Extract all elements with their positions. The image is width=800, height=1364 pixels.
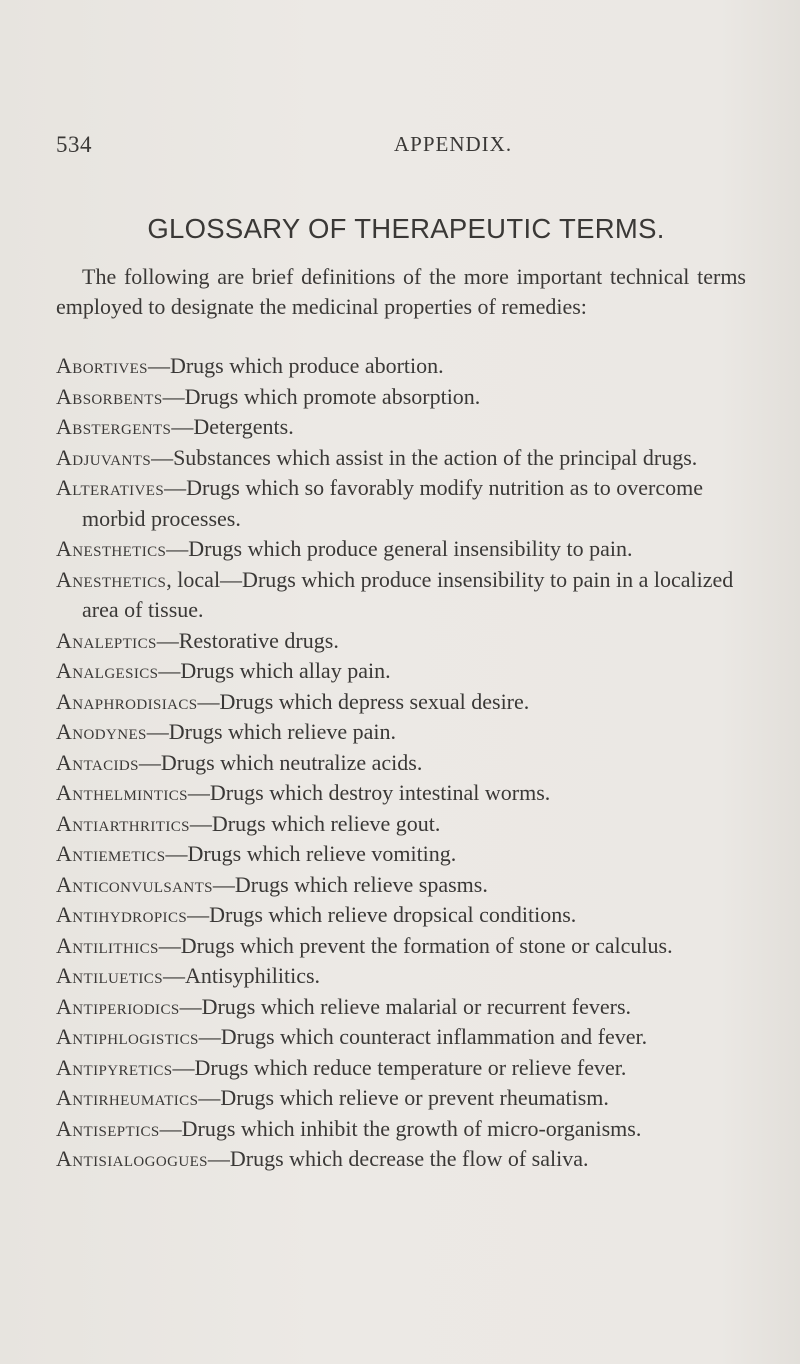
glossary-entry bbox=[56, 443, 756, 474]
entry-definition: —Detergents. bbox=[171, 414, 294, 439]
entry-term: Anticonvulsants bbox=[56, 871, 213, 897]
entry-definition: —Drugs which so favorably modify nutrition as to overcome morbid processes. bbox=[82, 475, 703, 531]
entry-definition: —Drugs which allay pain. bbox=[158, 658, 391, 683]
page-number: 534 bbox=[56, 132, 92, 157]
entry-term: Antiphlogistics bbox=[56, 1024, 199, 1049]
glossary-entry bbox=[56, 900, 756, 931]
entry-term: Antisialogogues bbox=[56, 1146, 208, 1171]
entry-term: Antiemetics bbox=[56, 841, 166, 866]
glossary-entry bbox=[56, 839, 756, 870]
entry-definition: —Restorative drugs. bbox=[156, 627, 339, 653]
entry-definition: —Antisyphilitics. bbox=[162, 963, 321, 988]
entry-definition: —Drugs which inhibit the growth of micro-organisms. bbox=[159, 1115, 642, 1141]
entry-term: Adjuvants bbox=[56, 444, 152, 470]
intro-paragraph: The following are brief definitions of the more important technical terms employed to designate the medicinal properties of remedies: bbox=[56, 264, 746, 319]
entry-term: Alteratives bbox=[56, 475, 165, 500]
glossary-entry bbox=[56, 565, 756, 626]
glossary-entry bbox=[56, 992, 756, 1023]
entry-term: Antiarthritics bbox=[56, 810, 190, 836]
glossary-entry bbox=[56, 961, 756, 992]
glossary-entry bbox=[56, 717, 756, 748]
glossary-entry bbox=[56, 1083, 756, 1114]
entry-definition: —Drugs which relieve spasms. bbox=[212, 871, 488, 897]
glossary-entries bbox=[56, 351, 756, 1175]
entry-definition: —Drugs which relieve or prevent rheumatism. bbox=[198, 1085, 609, 1110]
entry-term: Anaphrodisiacs bbox=[56, 688, 198, 714]
entry-term: Antiperiodics bbox=[56, 993, 180, 1019]
entry-definition: —Drugs which produce general insensibility to pain. bbox=[166, 536, 633, 561]
entry-definition: —Drugs which neutralize acids. bbox=[138, 749, 423, 775]
entry-definition: —Drugs which relieve gout. bbox=[189, 810, 441, 836]
entry-term: Antiseptics bbox=[56, 1115, 160, 1141]
glossary-entry bbox=[56, 870, 756, 901]
entry-definition: —Drugs which relieve vomiting. bbox=[165, 841, 457, 866]
entry-definition: —Drugs which relieve pain. bbox=[146, 719, 397, 744]
glossary-entry bbox=[56, 931, 756, 962]
entry-term: Antirheumatics bbox=[56, 1085, 199, 1110]
glossary-entry bbox=[56, 687, 756, 718]
entry-definition: —Drugs which prevent the formation of stone or calculus. bbox=[158, 932, 673, 958]
entry-definition: —Drugs which counteract inflammation and fever. bbox=[198, 1024, 648, 1049]
entry-term: Antacids bbox=[56, 749, 139, 775]
entry-term: Analeptics bbox=[56, 627, 157, 653]
glossary-entry bbox=[56, 748, 756, 779]
entry-definition: —Substances which assist in the action of the principal drugs. bbox=[151, 444, 698, 470]
entry-definition: —Drugs which reduce temperature or relieve fever. bbox=[172, 1054, 627, 1080]
glossary-entry bbox=[56, 412, 756, 443]
entry-definition: —Drugs which promote absorption. bbox=[162, 383, 481, 409]
glossary-entry bbox=[56, 656, 756, 687]
glossary-title: GLOSSARY OF THERAPEUTIC TERMS. bbox=[147, 213, 665, 244]
entry-term: Anthelmintics bbox=[56, 780, 188, 805]
entry-term: Analgesics bbox=[56, 658, 159, 683]
entry-term: Absorbents bbox=[56, 383, 163, 409]
running-head bbox=[56, 132, 746, 162]
glossary-entry bbox=[56, 626, 756, 657]
glossary-entry bbox=[56, 1053, 756, 1084]
entry-definition: —Drugs which decrease the flow of saliva. bbox=[207, 1146, 589, 1171]
entry-term: Anesthetics bbox=[56, 566, 167, 592]
entry-term: Abstergents bbox=[56, 414, 172, 439]
entry-definition: —Drugs which relieve dropsical conditions. bbox=[187, 902, 577, 927]
glossary-entry bbox=[56, 1022, 756, 1053]
entry-term: Antipyretics bbox=[56, 1054, 173, 1080]
glossary-entry bbox=[56, 1114, 756, 1145]
entry-definition: , local—Drugs which produce insensibility to pain in a localized area of tissue. bbox=[82, 566, 734, 622]
entry-definition: —Drugs which destroy intestinal worms. bbox=[187, 780, 551, 805]
entry-definition: —Drugs which relieve malarial or recurrent fevers. bbox=[179, 993, 632, 1019]
entry-definition: —Drugs which produce abortion. bbox=[147, 353, 444, 378]
entry-term: Anesthetics bbox=[56, 536, 167, 561]
glossary-entry bbox=[56, 351, 756, 382]
glossary-entry bbox=[56, 1144, 756, 1175]
glossary-entry bbox=[56, 382, 756, 413]
glossary-entry bbox=[56, 809, 756, 840]
entry-term: Antiluetics bbox=[56, 963, 163, 988]
entry-term: Antihydropics bbox=[56, 902, 188, 927]
glossary-entry bbox=[56, 778, 756, 809]
entry-term: Antilithics bbox=[56, 932, 159, 958]
entry-definition: —Drugs which depress sexual desire. bbox=[197, 688, 530, 714]
glossary-entry bbox=[56, 473, 756, 534]
running-title: APPENDIX. bbox=[394, 132, 513, 156]
entry-term: Abortives bbox=[56, 353, 148, 378]
entry-term: Anodynes bbox=[56, 719, 147, 744]
glossary-entry bbox=[56, 534, 756, 565]
